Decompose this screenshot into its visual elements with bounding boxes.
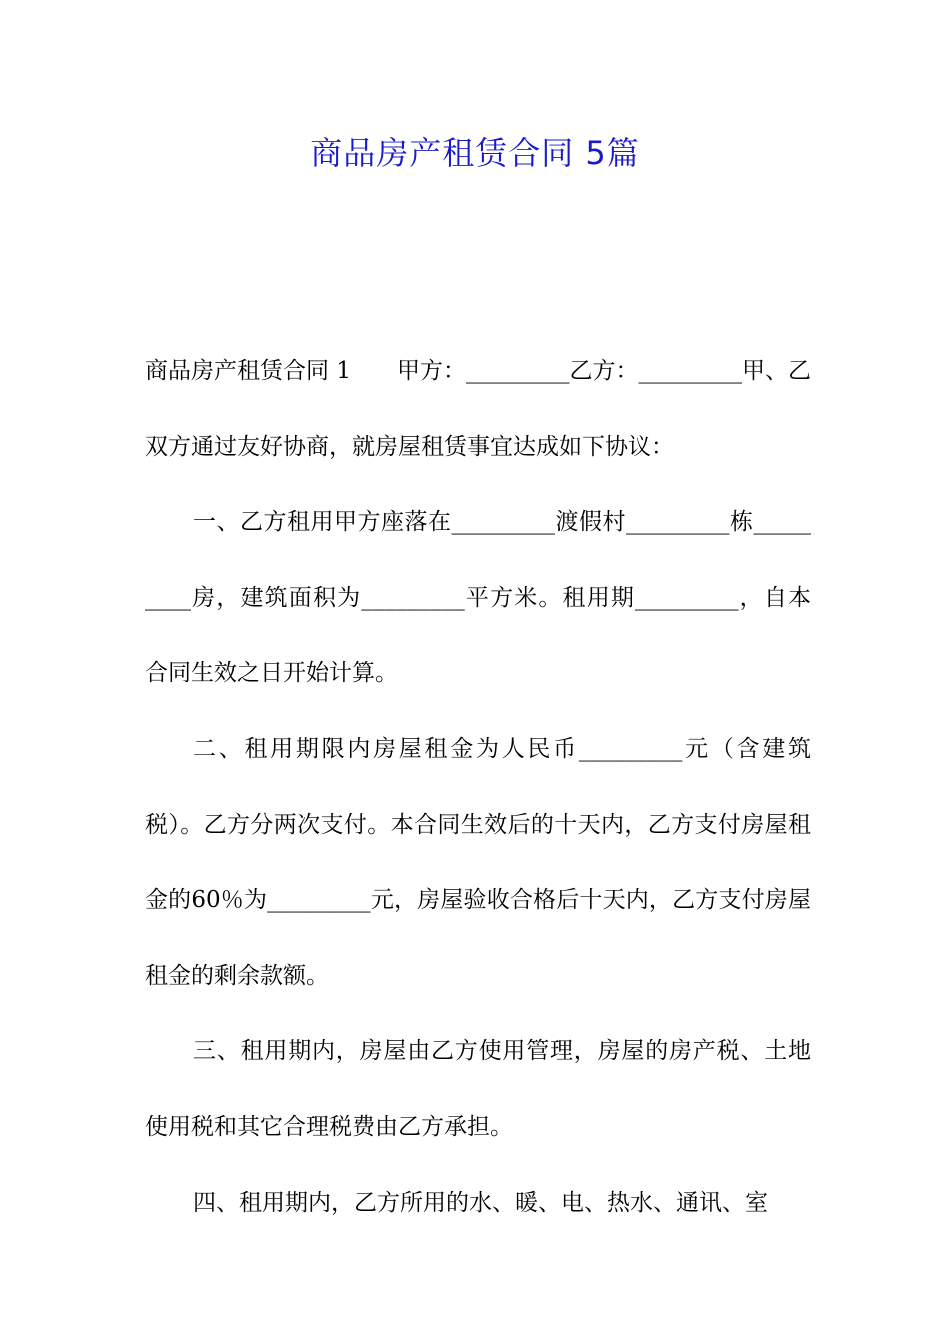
paragraph-clause-1: 一、乙方租用甲方座落在_________渡假村_________栋_________房，建筑面积为_________平方米。租用期_________，自本合同生效之日开始计算。: [145, 509, 811, 687]
paragraph-clause-3: 三、租用期内，房屋由乙方使用管理，房屋的房产税、土地使用税和其它合理税费由乙方承担。: [145, 1038, 811, 1140]
document-title: 商品房产租赁合同 5篇: [310, 134, 640, 172]
paragraph-clause-4: 四、租用期内，乙方所用的水、暖、电、热水、通讯、室: [193, 1189, 768, 1216]
document-body: [145, 334, 811, 1241]
paragraph-clause-2: 二、租用期限内房屋租金为人民币_________元（含建筑税）。乙方分两次支付。本合同生效后的十天内，乙方支付房屋租金的60％为_________元，房屋验收合格后十天内，乙方支付房屋租金的剩余款额。: [145, 735, 811, 989]
paragraph-intro: 商品房产租赁合同 1 甲方：_________乙方：_________甲、乙双方通过友好协商，就房屋租赁事宜达成如下协议：: [145, 358, 811, 460]
